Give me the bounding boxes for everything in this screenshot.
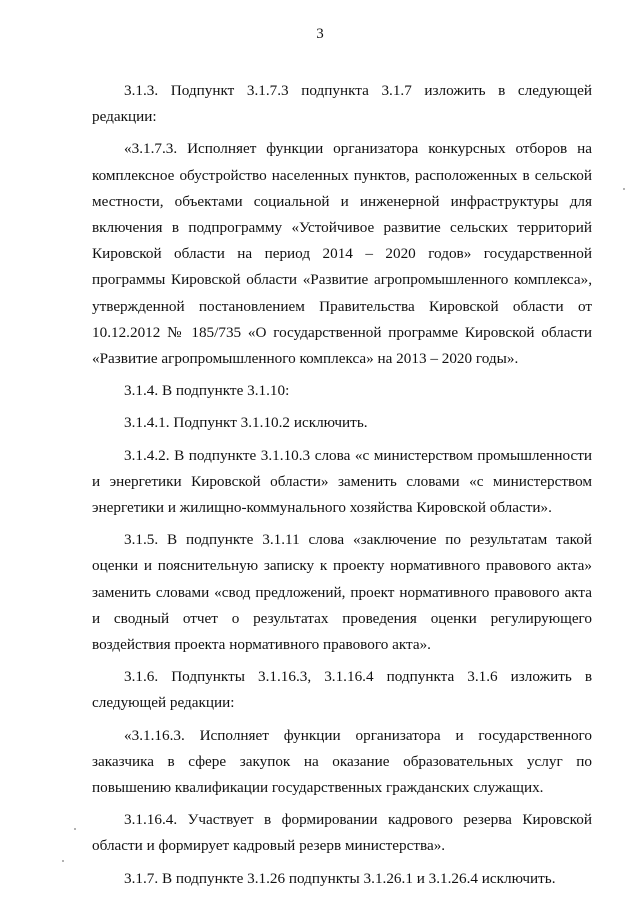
paragraph-3-1-4-2: 3.1.4.2. В подпункте 3.1.10.3 слова «с министерством промышленности и энергетики Кировской области» заменить словами «с министерством энергетики и жилищно-коммунального хозяйства Кировской области». — [92, 446, 592, 517]
page-number: 3 — [316, 26, 324, 42]
scan-speck — [62, 860, 64, 862]
paragraph-3-1-16-3: «3.1.16.3. Исполняет функции организатора и государственного заказчика в сфере закупок на оказание образовательных услуг по повышению квалификации государственных гражданских служащих. — [92, 726, 592, 797]
paragraph-3-1-16-4: 3.1.16.4. Участвует в формировании кадрового резерва Кировской области и формирует кадровый резерв министерства». — [92, 811, 592, 855]
paragraph-3-1-7: 3.1.7. В подпункте 3.1.26 подпункты 3.1.26.1 и 3.1.26.4 исключить. — [124, 869, 556, 887]
paragraph-3-1-5: 3.1.5. В подпункте 3.1.11 слова «заключение по результатам такой оценки и пояснительную записку к проекту нормативного правового акта» заменить словами «свод предложений, проект нормативного правового акта и сводный отчет о результатах проведения оценки регулирующего воздействия проекта нормативного правового акта». — [92, 531, 592, 654]
document-body — [92, 78, 592, 892]
scan-speck — [623, 188, 625, 190]
paragraph-3-1-4: 3.1.4. В подпункте 3.1.10: — [124, 382, 290, 400]
paragraph-3-1-4-1: 3.1.4.1. Подпункт 3.1.10.2 исключить. — [124, 414, 368, 432]
scan-speck — [74, 828, 76, 830]
paragraph-3-1-3: 3.1.3. Подпункт 3.1.7.3 подпункта 3.1.7 изложить в следующей редакции: — [92, 82, 592, 126]
paragraph-3-1-7-3-text: «3.1.7.3. Исполняет функции организатора конкурсных отборов на комплексное обустройство населенных пунктов, расположенных в сельской местности, объектами социальной и инженерной инфраструктуры для включения в подпрограмму «Устойчивое развитие сельских территорий Кировской области на период 2014 – 2020 годов» государственной программы Кировской области «Развитие агропромышленного комплекса», утвержденной постановлением Правительства Кировской области от 10.12.2012 № 185/735 «О государственной программе Кировской области «Развитие агропромышленного комплекса» на 2013 – 2020 годы». — [92, 140, 592, 368]
paragraph-3-1-6: 3.1.6. Подпункты 3.1.16.3, 3.1.16.4 подпункта 3.1.6 изложить в следующей редакции: — [92, 668, 592, 712]
